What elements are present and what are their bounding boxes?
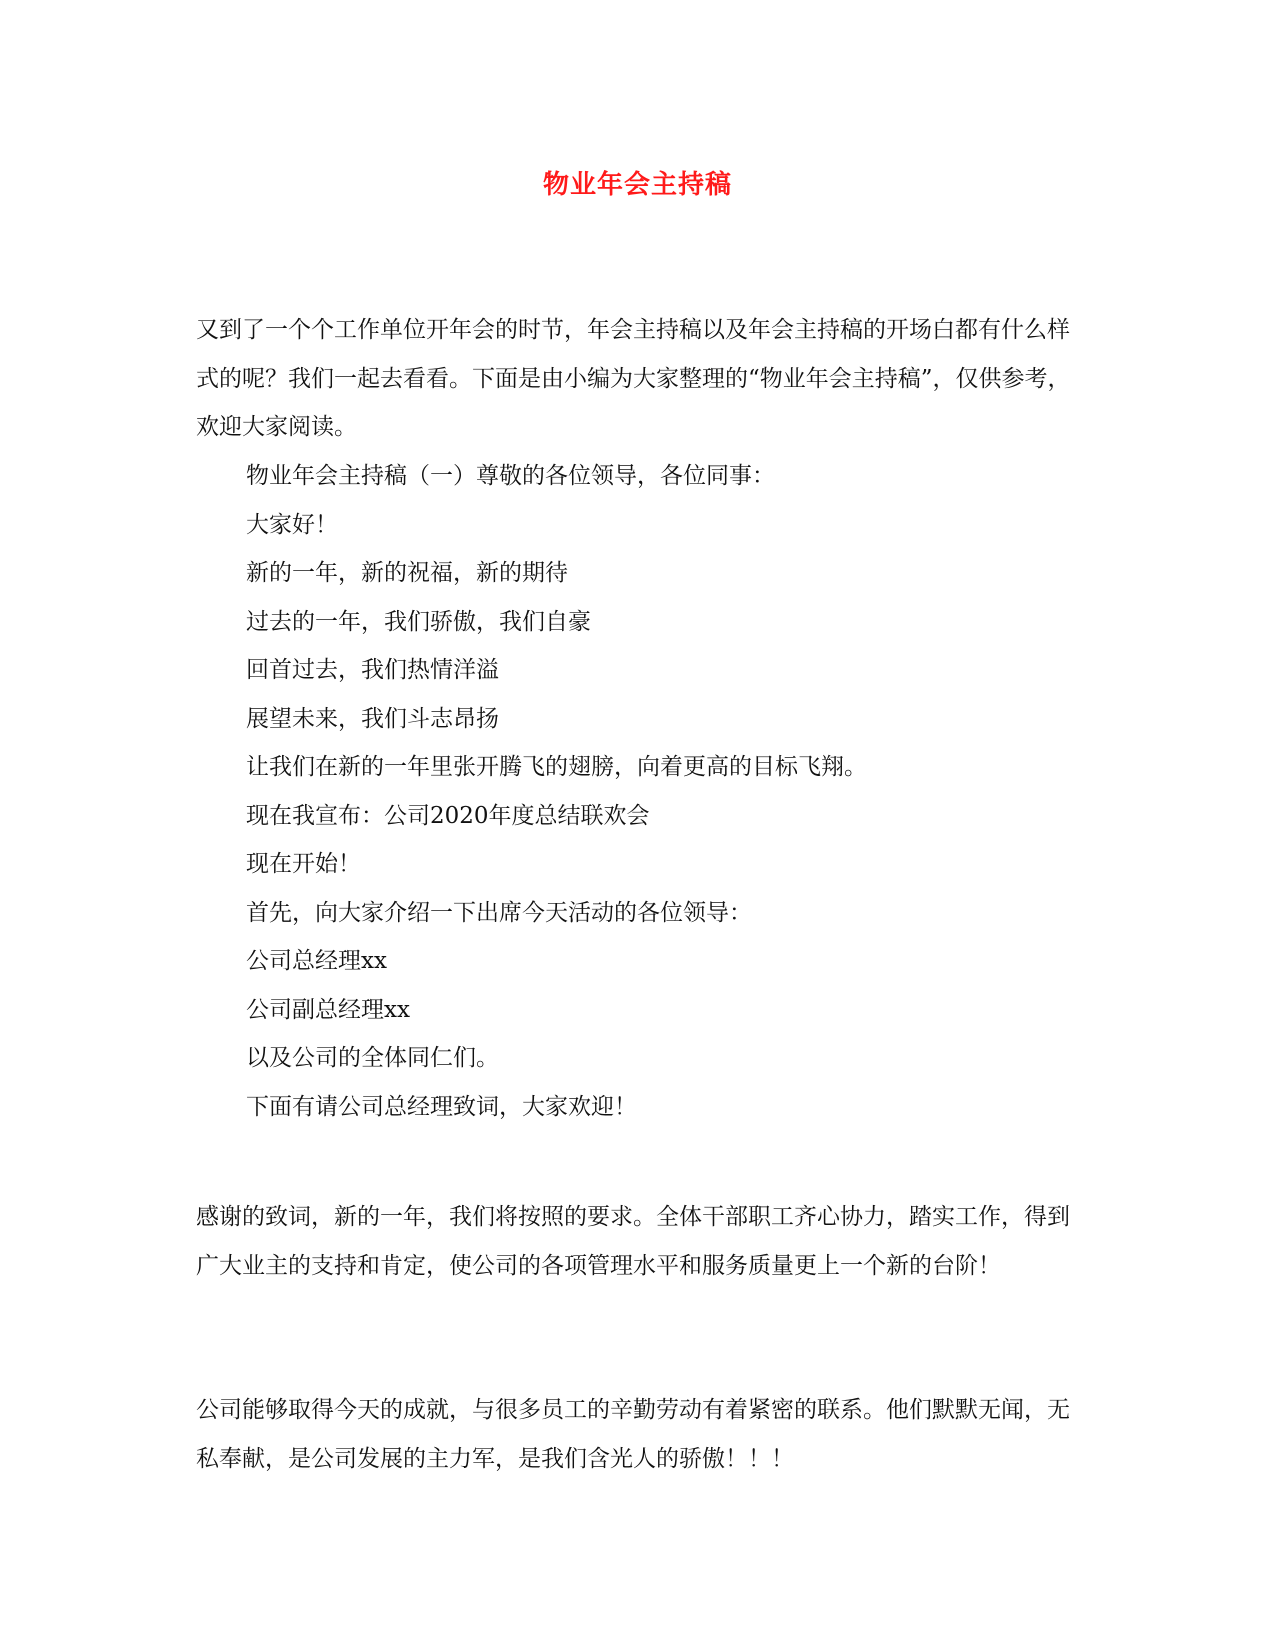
intro-paragraph [196,306,1076,452]
host-script-lines [246,452,1076,1131]
script-line: 新的一年，新的祝福，新的期待 [246,560,568,586]
script-line: 展望未来，我们斗志昂扬 [246,705,499,732]
intro-text: 又到了一个个工作单位开年会的时节，年会主持稿以及年会主持稿的开场白都有什么样式的呢？我们一起去看看。下面是由小编为大家整理的“物业年会主持稿”，仅供参考，欢迎大家阅读。 [196,317,1071,440]
script-line: 首先，向大家介绍一下出席今天活动的各位领导： [246,899,752,926]
achievement-text: 公司能够取得今天的成就，与很多员工的辛勤劳动有着紧密的联系。他们默默无闻，无私奉献，是公司发展的主力军，是我们含光人的骄傲！！！ [196,1397,1070,1472]
closing-paragraph [196,1193,1076,1290]
script-line: 现在我宣布：公司2020年度总结联欢会 [246,802,650,829]
script-line: 让我们在新的一年里张开腾飞的翅膀，向着更高的目标飞翔。 [246,754,867,780]
script-line: 现在开始！ [246,851,361,877]
script-line: 过去的一年，我们骄傲，我们自豪 [246,608,591,635]
closing-text: 感谢的致词，新的一年，我们将按照的要求。全体干部职工齐心协力，踏实工作，得到广大业主的支持和肯定，使公司的各项管理水平和服务质量更上一个新的台阶！ [196,1204,1070,1279]
script-line: 大家好！ [246,511,338,538]
script-line: 公司副总经理xx [246,996,410,1023]
script-line: 物业年会主持稿（一）尊敬的各位领导，各位同事： [246,463,775,489]
script-line: 以及公司的全体同仁们。 [246,1045,499,1071]
script-line: 下面有请公司总经理致词，大家欢迎！ [246,1093,637,1120]
achievement-paragraph [196,1386,1076,1483]
script-line: 公司总经理xx [246,948,387,974]
document-title: 物业年会主持稿 [542,170,732,200]
script-line: 回首过去，我们热情洋溢 [246,657,499,683]
